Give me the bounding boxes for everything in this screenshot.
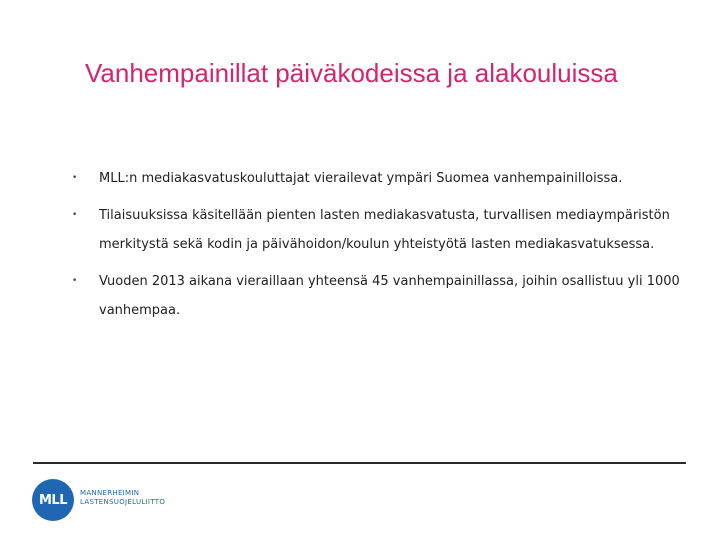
- bullet-item: [70, 164, 690, 193]
- bullet-item: [70, 267, 690, 325]
- bullet-marker: •: [72, 173, 78, 183]
- mll-logo-abbrev: MLL: [38, 492, 67, 508]
- bullet-text: Tilaisuuksissa käsitellään pienten lasten mediakasvatusta, turvallisen mediaympäristön merkitystä sekä kodin ja päivähoidon/koulun yhteistyötä lasten mediakasvatuksessa.: [99, 208, 670, 252]
- mll-logo-line-2: LASTENSUOJELULIITTO: [80, 498, 166, 506]
- mll-logo-line-1: MANNERHEIMIN: [80, 489, 140, 497]
- bullet-marker: •: [72, 210, 78, 220]
- mll-logo: [32, 479, 232, 521]
- bullet-item: [70, 201, 690, 259]
- mll-logo-organization: [80, 489, 165, 507]
- bullet-text: Vuoden 2013 aikana vieraillaan yhteensä 45 vanhempainillassa, joihin osallistuu yli 1000 vanhempaa.: [99, 274, 680, 318]
- slide-title: Vanhempainillat päiväkodeissa ja alakouluissa: [85, 58, 618, 88]
- footer-divider: [33, 462, 686, 464]
- mll-logo-badge: [32, 479, 74, 521]
- bullet-list: [70, 164, 690, 333]
- bullet-text: MLL:n mediakasvatuskouluttajat vierailevat ympäri Suomea vanhempainilloissa.: [99, 171, 623, 186]
- bullet-marker: •: [72, 276, 78, 286]
